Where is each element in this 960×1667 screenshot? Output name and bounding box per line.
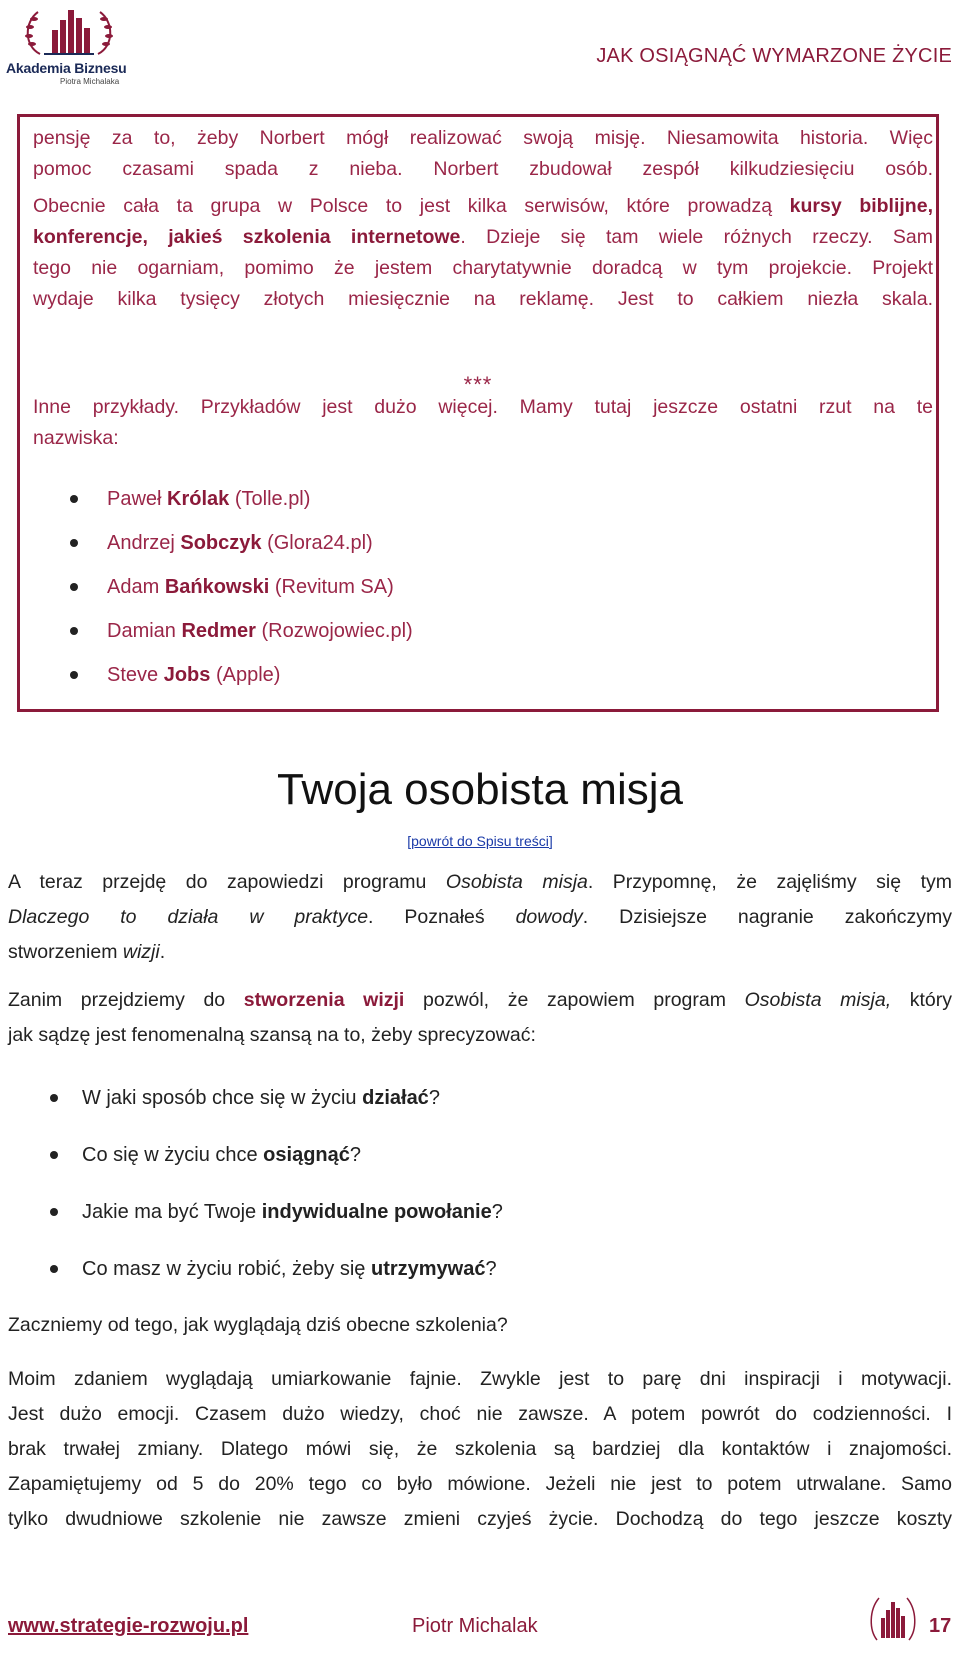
bullet-icon bbox=[70, 495, 78, 503]
list-item: Damian Redmer (Rozwojowiec.pl) bbox=[33, 609, 913, 653]
bullet-icon bbox=[50, 1208, 58, 1216]
section-divider-stars: *** bbox=[463, 372, 493, 397]
footer-author: Piotr Michalak bbox=[412, 1615, 538, 1637]
questions-list bbox=[8, 1078, 908, 1306]
bullet-icon bbox=[50, 1094, 58, 1102]
bullet-icon bbox=[70, 671, 78, 679]
bullet-icon bbox=[70, 583, 78, 591]
bold-phrase: konferencje, jakieś szkolenia internetowe bbox=[33, 226, 461, 248]
list-item: Paweł Królak (Tolle.pl) bbox=[33, 477, 913, 521]
logo-name: Akademia Biznesu bbox=[6, 60, 127, 76]
list-item: Co masz w życiu robić, żeby się utrzymywać? bbox=[8, 1249, 908, 1306]
page-header-title: JAK OSIĄGNĄĆ WYMARZONE ŻYCIE bbox=[596, 45, 952, 67]
logo-subtitle: Piotra Michalaka bbox=[60, 77, 120, 86]
website-link[interactable]: www.strategie-rozwoju.pl bbox=[8, 1615, 249, 1637]
box-p1-line-2: pomoc czasami spada z nieba. Norbert zbudował zespół kilkudziesięciu osób. bbox=[33, 158, 933, 180]
framed-text-box bbox=[17, 114, 939, 712]
page-number: 17 bbox=[929, 1615, 952, 1637]
box-paragraph-3 bbox=[33, 392, 933, 454]
list-item: Adam Bańkowski (Revitum SA) bbox=[33, 565, 913, 609]
academy-logo bbox=[2, 0, 137, 88]
box-p2-line-4: wydaje kilka tysięcy złotych miesięcznie na reklamę. Jest to całkiem niezła skala. bbox=[33, 288, 933, 310]
question-paragraph: Zaczniemy od tego, jak wyglądają dziś obecne szkolenia? bbox=[8, 1314, 508, 1336]
box-p1-line-1: pensję za to, żeby Norbert mógł realizować swoją misję. Niesamowita historia. Więc bbox=[33, 127, 933, 149]
section-heading: Twoja osobista misja bbox=[277, 765, 683, 814]
list-item: W jaki sposób chce się w życiu działać? bbox=[8, 1078, 908, 1135]
box-p3-line-2: nazwiska: bbox=[33, 427, 119, 449]
box-p3-line-1: Inne przykłady. Przykładów jest dużo więcej. Mamy tutaj jeszcze ostatni rzut na te bbox=[33, 396, 933, 418]
footer-logo-icon bbox=[867, 1588, 919, 1648]
bullet-icon bbox=[70, 627, 78, 635]
box-p2-line-1: Obecnie cała ta grupa w Polsce to jest kilka serwisów, które prowadzą kursy biblijne, bbox=[33, 195, 933, 217]
list-item: Jakie ma być Twoje indywidualne powołanie? bbox=[8, 1192, 908, 1249]
box-p2-line-2: konferencje, jakieś szkolenia internetowe. Dzieje się tam wiele różnych rzeczy. Sam bbox=[33, 226, 933, 248]
bullet-icon bbox=[70, 539, 78, 547]
people-list bbox=[33, 477, 913, 697]
bold-phrase: kursy biblijne, bbox=[789, 195, 933, 217]
intro-paragraph: A teraz przejdę do zapowiedzi programu Osobista misja. Przypomnę, że zajęliśmy się tym Dlaczego to działa w praktyce. Poznałeś dowody. Dzisiejsze nagranie zakończymy stworzeniem wizji. bbox=[8, 871, 952, 963]
back-to-toc-link[interactable]: [powrót do Spisu treści] bbox=[407, 833, 553, 849]
box-paragraph-1 bbox=[33, 123, 933, 315]
bullet-icon bbox=[50, 1151, 58, 1159]
trainings-paragraph: Moim zdaniem wyglądają umiarkowanie fajnie. Zwykle jest to parę dni inspiracji i motywacji. Jest dużo emocji. Czasem dużo wiedzy, choć nie zawsze. A potem powrót do codzienności. I brak trwałej zmiany. Dlatego mówi się, że szkolenia są bardziej dla kontaktów i znajomości. Zapamiętujemy od 5 do 20% tego co było mówione. Jeżeli nie jest to potem utrwalane. Samo tylko dwudniowe szkolenie nie zawsze zmieni czyjeś życie. Dochodzą do tego jeszcze koszty bbox=[8, 1368, 952, 1530]
list-item: Steve Jobs (Apple) bbox=[33, 653, 913, 697]
list-item: Co się w życiu chce osiągnąć? bbox=[8, 1135, 908, 1192]
academy-logo-emblem-icon bbox=[2, 0, 137, 62]
list-item: Andrzej Sobczyk (Glora24.pl) bbox=[33, 521, 913, 565]
program-paragraph: Zanim przejdziemy do stworzenia wizji pozwól, że zapowiem program Osobista misja, który jak sądzę jest fenomenalną szansą na to, żeby sprecyzować: bbox=[8, 989, 952, 1046]
box-p2-line-3: tego nie ogarniam, pomimo że jestem charytatywnie doradcą w tym projekcie. Projekt bbox=[33, 257, 933, 279]
bullet-icon bbox=[50, 1265, 58, 1273]
